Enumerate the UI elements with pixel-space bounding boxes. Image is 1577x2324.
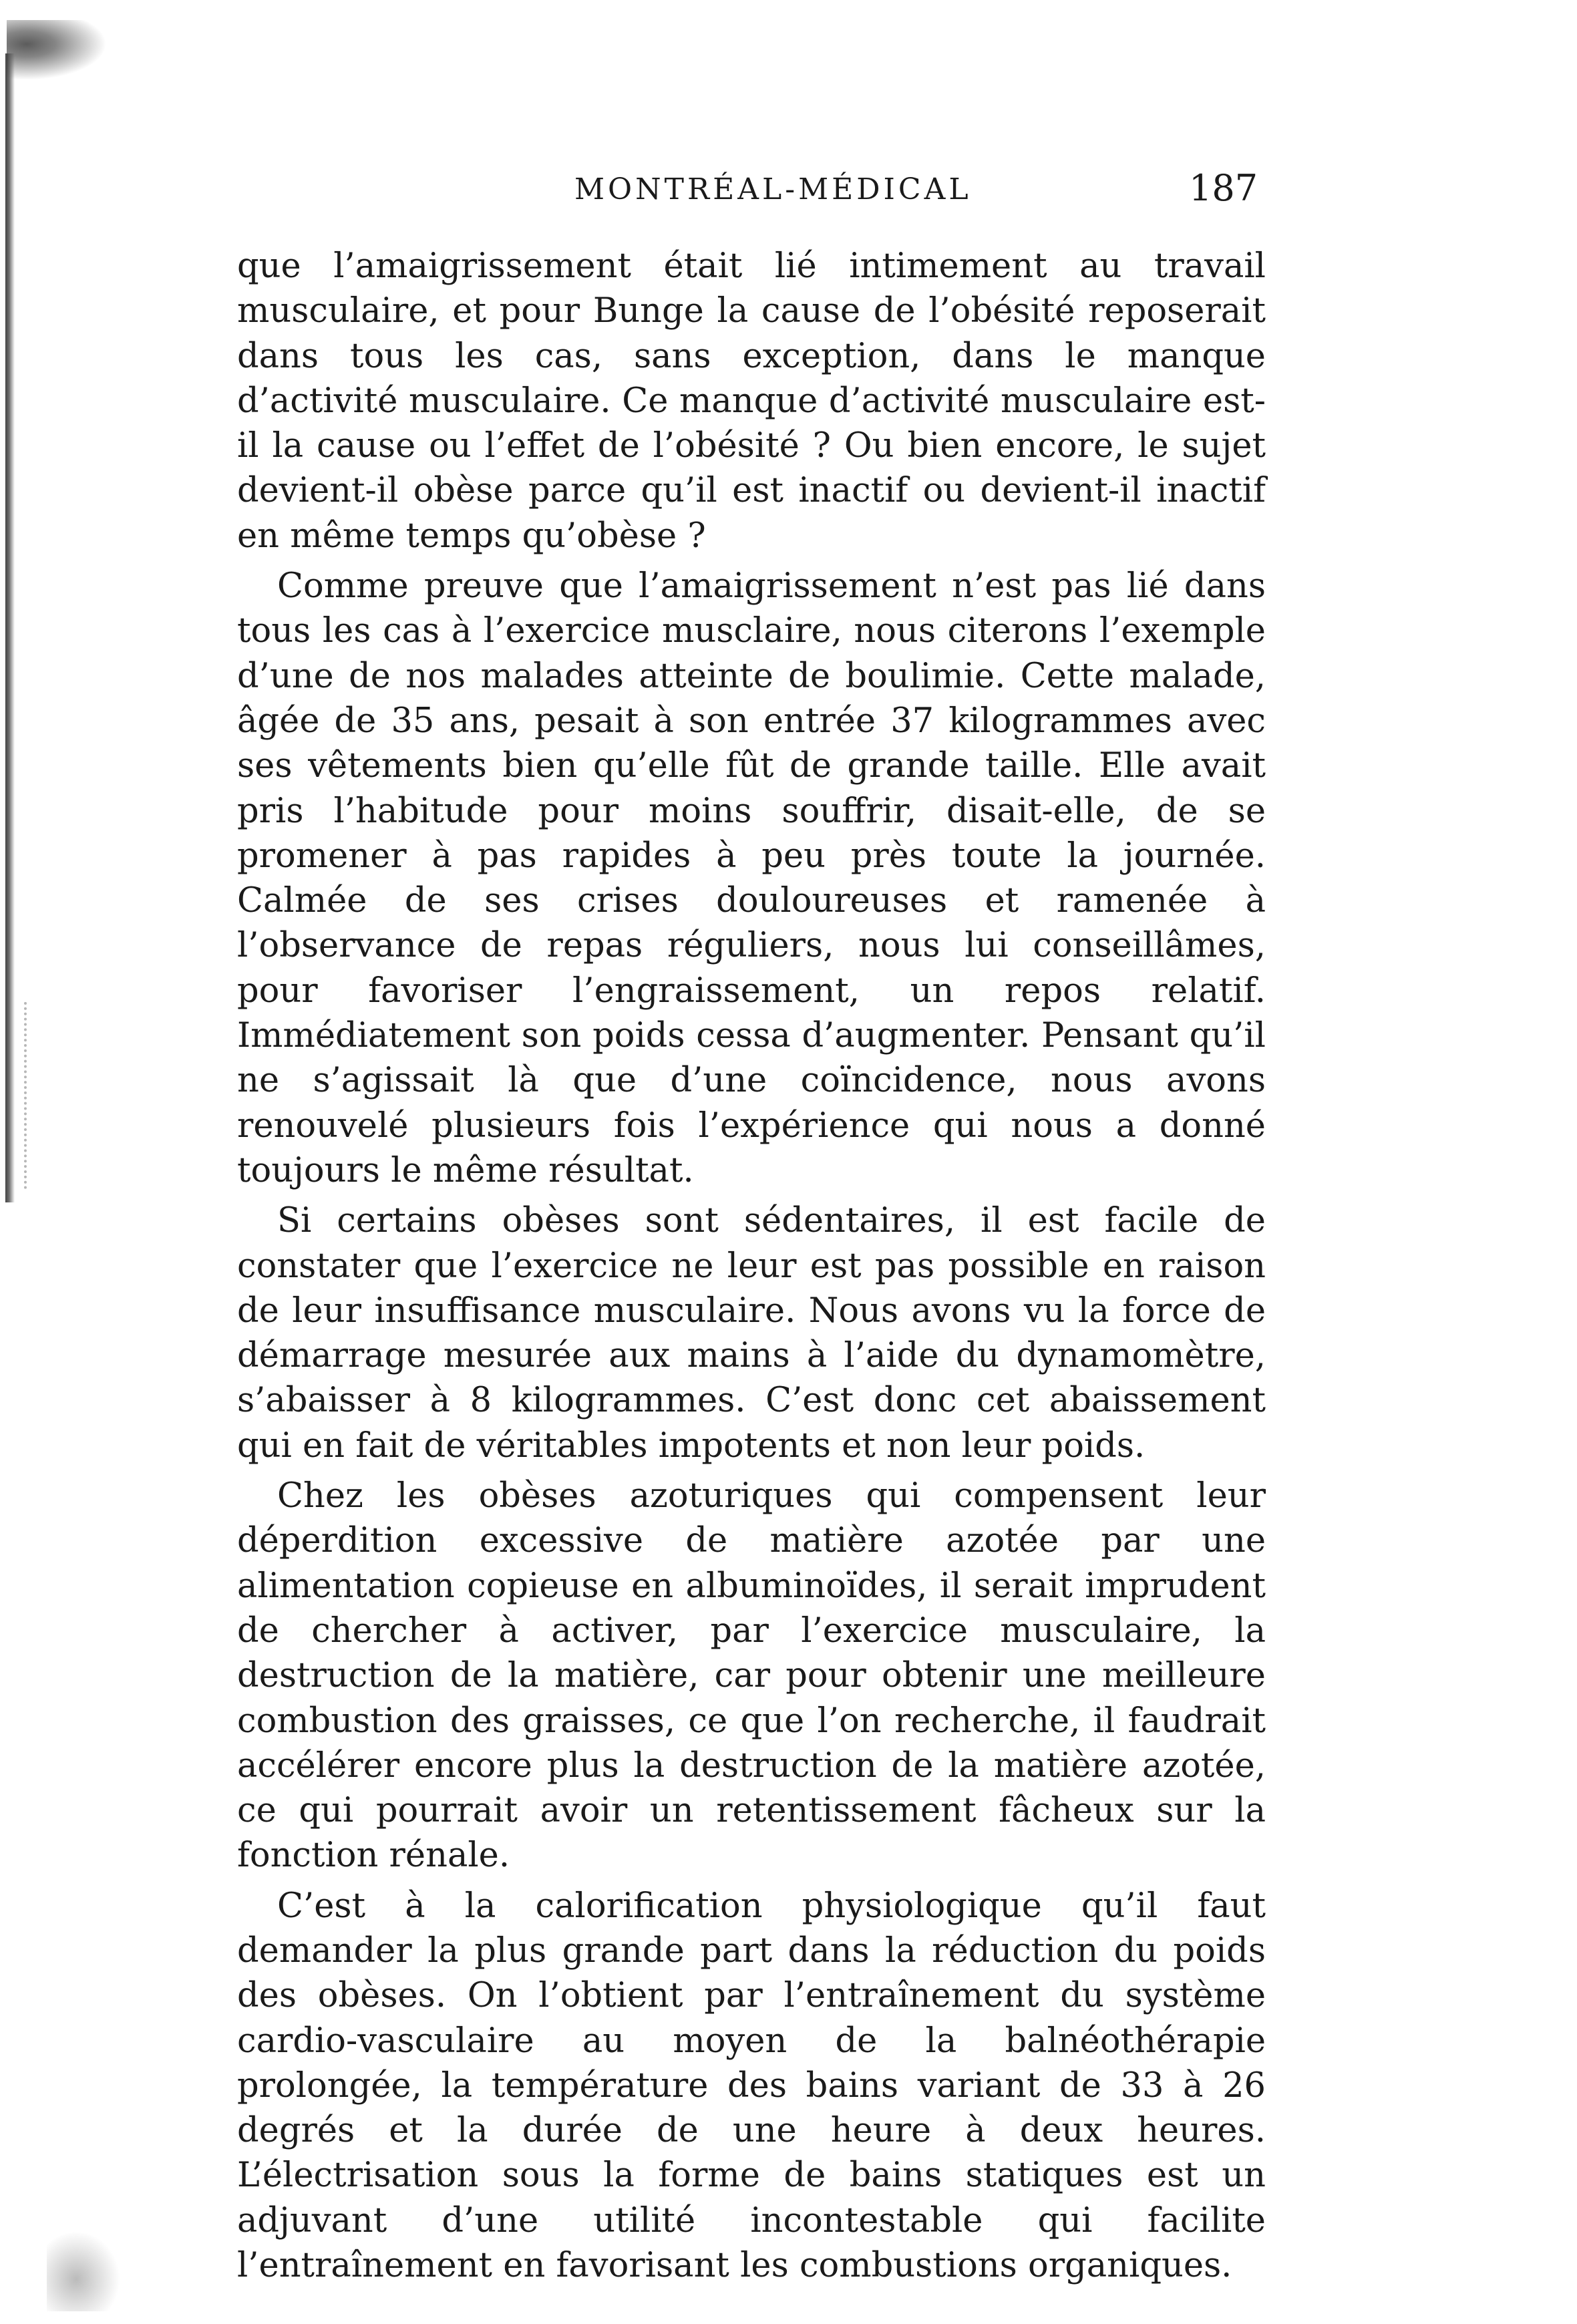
scan-edge-specks bbox=[24, 1002, 31, 1189]
page-body bbox=[237, 244, 1266, 2293]
scan-corner-mark bbox=[7, 20, 107, 80]
paragraph-5: C’est à la calorification physiologique qu’il faut demander la plus grande part dans la réduction du poids des obèses. On l’obtient par l’entraînement du système cardio-vasculaire au moyen de la balnéothérapie prolongée, la température des bains variant de 33 à 26 degrés et la durée de une heure à deux heures. L’électrisation sous la forme de bains statiques est un adjuvant d’une utilité incontestable qui facilite l’entraînement en favorisant les combustions organiques. bbox=[237, 1886, 1266, 2286]
paragraph-2: Comme preuve que l’amaigrissement n’est pas lié dans tous les cas à l’exercice musclaire, nous citerons l’exemple d’une de nos malades atteinte de boulimie. Cette malade, âgée de 35 ans, pesait à son entrée 37 kilogrammes avec ses vêtements bien qu’elle fût de grande taille. Elle avait pris l’habitude pour moins souffrir, disait-elle, de se promener à pas rapides à peu près toute la journée. Calmée de ses crises douloureuses et ramenée à l’observance de repas réguliers, nous lui conseillâmes, pour favoriser l’engraissement, un repos relatif. Immédiatement son poids cessa d’augmenter. Pensant qu’il ne s’agissait là que d’une coïncidence, nous avons renouvelé plusieurs fois l’expérience qui nous a donné toujours le même résultat. bbox=[237, 566, 1266, 1190]
paragraph-3: Si certains obèses sont sédentaires, il est facile de constater que l’exercice ne leur est pas possible en raison de leur insuffisance musculaire. Nous avons vu la force de démarrage mesurée aux mains à l’aide du dynamomètre, s’abaisser à 8 kilogrammes. C’est donc cet abaissement qui en fait de véritables impotents et non leur poids. bbox=[237, 1201, 1266, 1466]
paragraph-4: Chez les obèses azoturiques qui compensent leur déperdition excessive de matière azotée par une alimentation copieuse en albuminoïdes, il serait imprudent de chercher à activer, par l’exercice musculaire, la destruction de la matière, car pour obtenir une meilleure combustion des graisses, ce que l’on recherche, il faudrait accélérer encore plus la destruction de la matière azotée, ce qui pourrait avoir un retentissement fâcheux sur la fonction rénale. bbox=[237, 1476, 1266, 1876]
running-title: MONTRÉAL-MÉDICAL bbox=[574, 172, 972, 206]
scan-bottom-mark bbox=[47, 2231, 120, 2311]
page-number: 187 bbox=[1189, 167, 1258, 209]
scan-binding-edge bbox=[5, 53, 15, 1202]
paragraph-1: que l’amaigrissement était lié intimement au travail musculaire, et pour Bunge la cause de l’obésité reposerait dans tous les cas, sans exception, dans le manque d’activité musculaire. Ce manque d’activité musculaire est-il la cause ou l’effet de l’obésité ? Ou bien encore, le sujet devient-il obèse parce qu’il est inactif ou devient-il inactif en même temps qu’obèse ? bbox=[237, 246, 1266, 556]
